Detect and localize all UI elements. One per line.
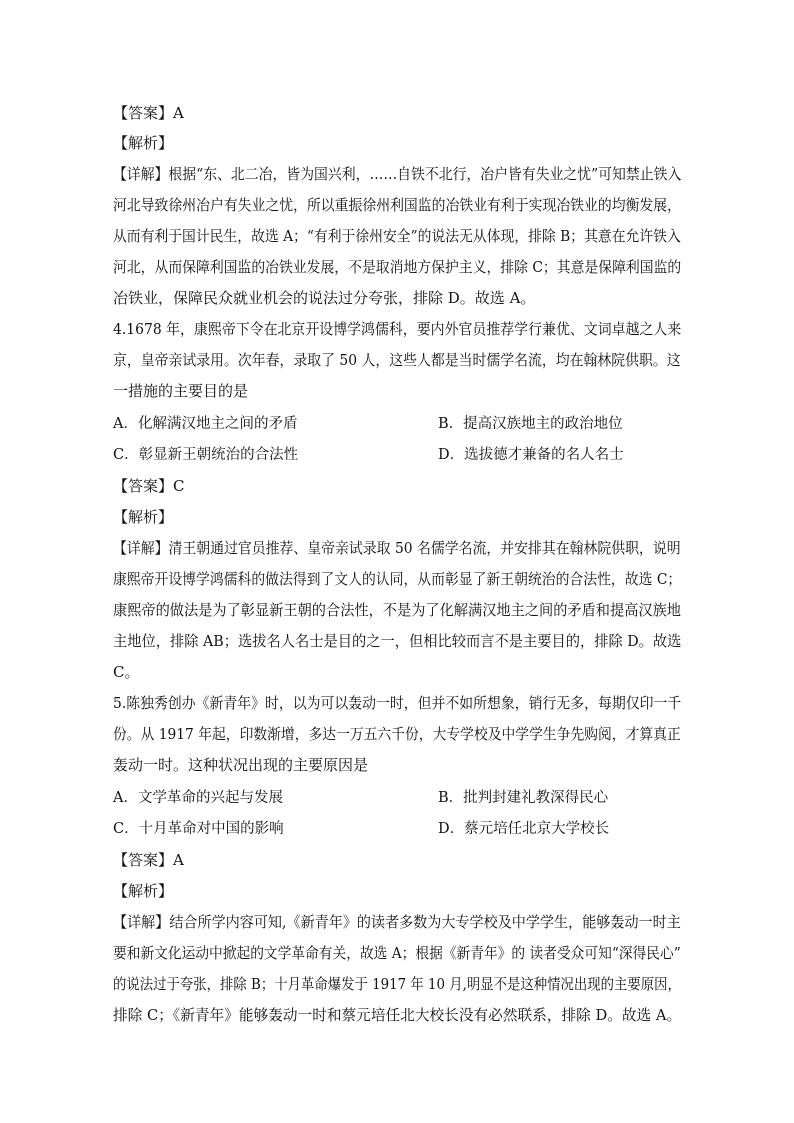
answer-label: 【答案】 [113,851,174,869]
analysis-label-q4: 【解析】 [113,508,174,526]
detail-line: 康熙帝的做法是为了彰显新王朝的合法性，不是为了化解满汉地主之间的矛盾和提高汉族地 [113,601,682,619]
detail-line: 主地位，排除 AB；选拔名人名士是目的之一，但相比较而言不是主要目的，排除 D。故选 [113,632,682,650]
detail-label: 【详解】 [113,913,170,931]
detail-line: 河北，从而保障利国监的冶铁业发展，不是取消地方保护主义，排除 C；其意是保障利国监的 [113,258,682,276]
option-b: B．提高汉族地主的政治地位 [438,416,623,432]
option-b: B．批判封建礼教深得民心 [438,790,609,806]
detail-label: 【详解】 [113,165,169,183]
detail-line: 【详解】结合所学内容可知,《新青年》的读者多数为大专学校及中学学生，能够轰动一时主 [113,913,681,931]
answer-value: A [173,851,184,869]
option-d: D．蔡元培任北京大学校长 [438,821,610,837]
detail-line: 【详解】清王朝通过官员推荐、皇帝亲试录取 50 名儒学名流，并安排其在翰林院供职，说明 [113,539,681,557]
detail-line: 康熙帝开设博学鸿儒科的做法得到了文人的认同，从而彰显了新王朝统治的合法性，故选 C； [113,570,682,588]
answer-line-q5 [113,850,184,870]
analysis-label-q3: 【解析】 [113,134,174,152]
option-a: A．化解满汉地主之间的矛盾 [113,416,298,432]
detail-line: 【详解】根据“东、北二冶，皆为国兴利，……自铁不北行，冶户皆有失业之忧”可知禁止铁入 [113,165,682,183]
detail-line: 冶铁业，保障民众就业机会的说法过分夸张，排除 D。故选 A。 [113,289,536,307]
option-a: A．文学革命的兴起与发展 [113,790,283,806]
analysis-label-q5: 【解析】 [113,882,174,900]
detail-line: 要和新文化运动中掀起的文学革命有关，故选 A；根据《新青年》的 读者受众可知“深得民心” [113,944,681,962]
detail-label: 【详解】 [113,539,169,557]
detail-line: 排除 C；《新青年》能够轰动一时和蔡元培任北大校长没有必然联系，排除 D。故选 A。 [113,1006,682,1024]
question-stem-line: 5.陈独秀创办《新青年》时，以为可以轰动一时，但并不如所想象，销行无多，每期仅印一千 [113,694,682,712]
option-c: C．十月革命对中国的影响 [113,821,284,837]
question-stem-line: 4.1678 年，康熙帝下令在北京开设博学鸿儒科，要内外官员推荐学行兼优、文词卓越之人来 [113,320,682,338]
option-d: D．选拔德才兼备的名人名士 [438,447,624,463]
answer-label: 【答案】 [113,477,174,495]
answer-line-q4 [113,476,185,496]
question-stem-line: 京，皇帝亲试录用。次年春，录取了 50 人，这些人都是当时儒学名流，均在翰林院供职。这 [113,351,681,369]
question-stem-line: 轰动一时。这种状况出现的主要原因是 [113,756,369,774]
detail-line: 的说法过于夸张，排除 B；十月革命爆发于 1917 年 10 月,明显不是这种情况出现的主要原因， [113,975,681,993]
question-stem-line: 一措施的主要目的是 [113,382,249,400]
answer-value: A [173,104,184,122]
detail-line: C。 [113,663,140,681]
detail-line: 河北导致徐州冶户有失业之忧，所以重振徐州利国监的冶铁业有利于实现冶铁业的均衡发展， [113,196,682,214]
answer-label: 【答案】 [113,104,174,122]
answer-line-q3 [113,103,184,123]
detail-line: 从而有利于国计民生，故选 A；“有利于徐州安全”的说法无从体现，排除 B；其意在允许铁入 [113,227,681,245]
option-c: C．彰显新王朝统治的合法性 [113,447,299,463]
answer-value: C [173,477,185,495]
question-stem-line: 份。从 1917 年起，印数渐增，多达一万五六千份，大专学校及中学学生争先购阅，才算真正 [113,725,681,743]
